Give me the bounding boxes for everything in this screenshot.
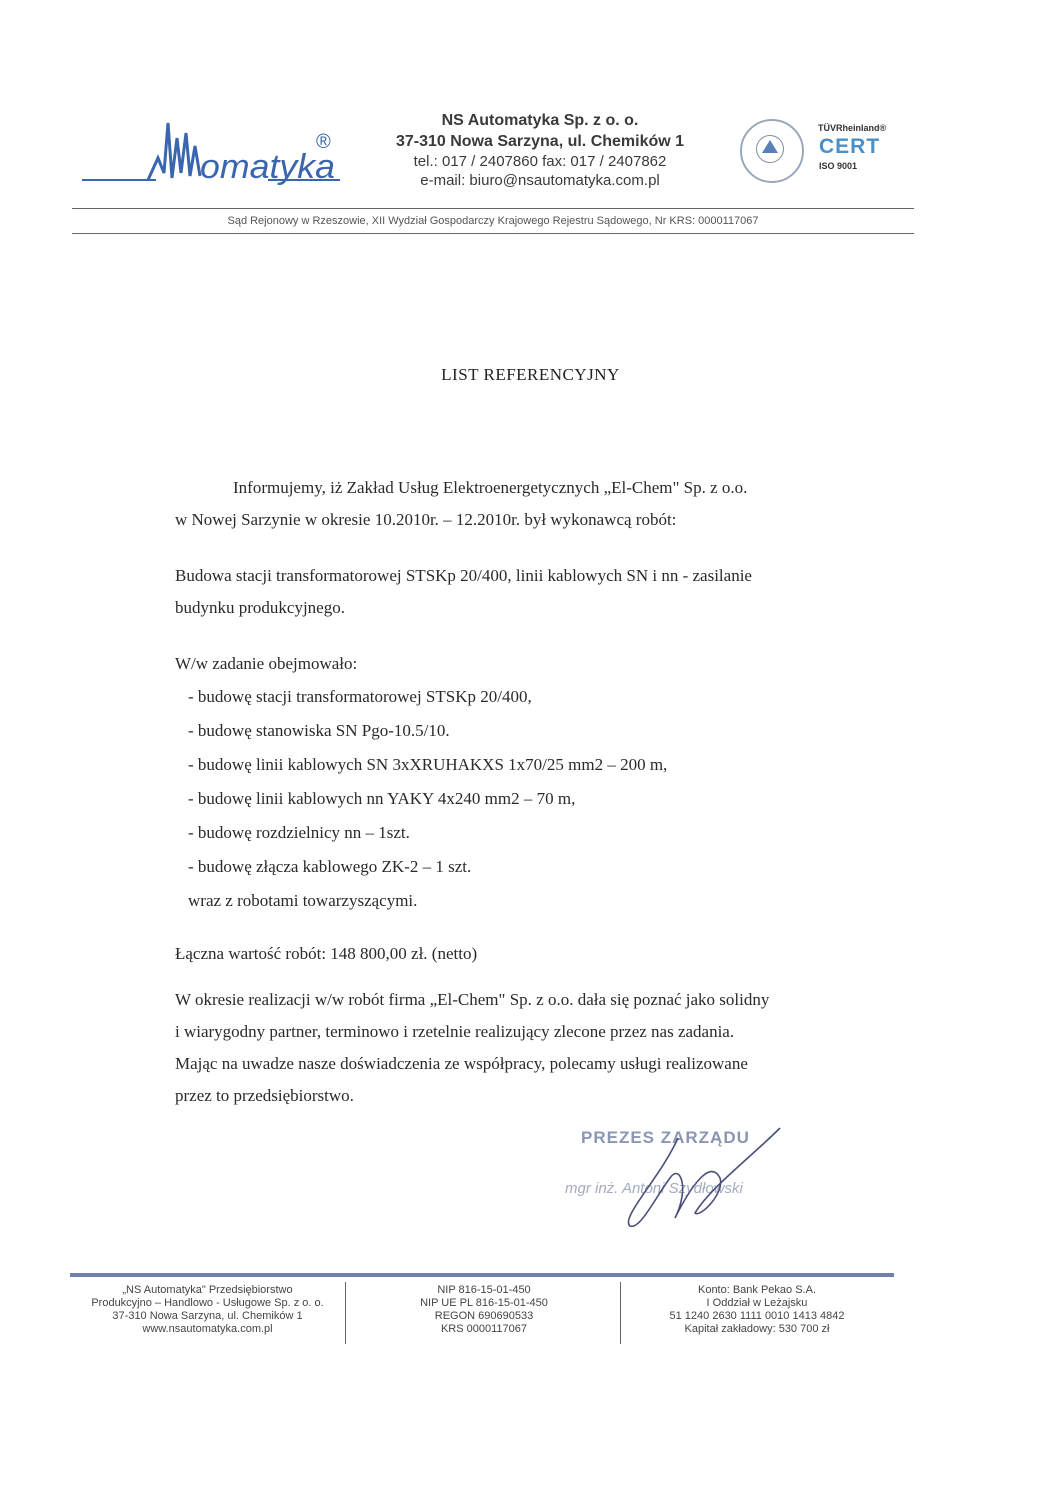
- company-logo: [78, 118, 348, 198]
- task-heading: W/w zadanie obejmowało:: [175, 654, 358, 673]
- footer-company-address: 37-310 Nowa Sarzyna, ul. Chemików 1: [112, 1310, 303, 1322]
- footer-website: www.nsautomatyka.com.pl: [142, 1323, 273, 1335]
- stamp-title: PREZES ZARZĄDU: [581, 1128, 750, 1147]
- scope-line-2: budynku produkcyjnego.: [175, 598, 345, 617]
- recommendation-line-2: i wiarygodny partner, terminowo i rzetelnie realizujący zlecone przez nas zadania.: [175, 1022, 735, 1041]
- list-item: - budowę stanowiska SN Pgo-10.5/10.: [188, 721, 450, 740]
- header-divider-bottom: [72, 233, 914, 234]
- list-item: - budowę złącza kablowego ZK-2 – 1 szt.: [188, 857, 472, 876]
- recommendation-line-1: W okresie realizacji w/w robót firma „El-Chem" Sp. z o.o. dała się poznać jako solidny: [175, 990, 770, 1009]
- list-item: wraz z robotami towarzyszącymi.: [188, 891, 418, 910]
- intro-paragraph: [175, 472, 875, 536]
- svg-text:omatyka: omatyka: [200, 148, 335, 186]
- tuv-triangle-icon: [762, 140, 778, 153]
- cert-label: CERT: [819, 135, 881, 158]
- footer-account-number: 51 1240 2630 1111 0010 1413 4842: [669, 1310, 845, 1322]
- company-phone-fax: tel.: 017 / 2407860 fax: 017 / 2407862: [413, 153, 667, 170]
- footer-bank-name: Konto: Bank Pekao S.A.: [697, 1284, 817, 1296]
- handwritten-signature: [600, 1118, 800, 1238]
- list-item: - budowę stacji transformatorowej STSKp 20/400,: [188, 687, 532, 706]
- footer-company-name: „NS Automatyka" Przedsiębiorstwo: [122, 1284, 293, 1296]
- recommendation-paragraph: [175, 984, 875, 1112]
- footer-nip: NIP 816-15-01-450: [437, 1284, 531, 1296]
- cert-standard: ISO 9001: [819, 161, 858, 171]
- recommendation-line-3: Mając na uwadze nasze doświadczenia ze współpracy, polecamy usługi realizowane: [175, 1054, 748, 1073]
- footer-bank-branch: I Oddział w Leżajsku: [706, 1297, 808, 1309]
- footer-regon: REGON 690690533: [434, 1310, 534, 1322]
- automatyka-logo-icon: [78, 118, 348, 198]
- footer-divider: [70, 1273, 894, 1277]
- intro-line-1: Informujemy, iż Zakład Usług Elektroenergetycznych „El-Chem" Sp. z o.o.: [233, 478, 748, 497]
- list-item: - budowę rozdzielnicy nn – 1szt.: [188, 823, 410, 842]
- scope-paragraph: [175, 560, 875, 624]
- footer-company-type: Produkcyjno – Handlowo - Usługowe Sp. z o. o.: [91, 1297, 324, 1309]
- footer-separator: [345, 1282, 346, 1344]
- footer-share-capital: Kapitał zakładowy: 530 700 zł: [684, 1323, 830, 1335]
- stamp-name: mgr inż. Antoni Szydłowski: [565, 1180, 743, 1197]
- intro-line-2: w Nowej Sarzynie w okresie 10.2010r. – 12.2010r. był wykonawcą robót:: [175, 510, 677, 529]
- footer-registration: [348, 1284, 620, 1336]
- header-divider-top: [72, 208, 914, 209]
- task-list: [188, 680, 888, 918]
- court-registration: Sąd Rejonowy w Rzeszowie, XII Wydział Gospodarczy Krajowego Rejestru Sądowego, Nr KRS: 0000117067: [227, 215, 759, 227]
- footer-separator: [620, 1282, 621, 1344]
- list-item: - budowę linii kablowych nn YAKY 4x240 mm2 – 70 m,: [188, 789, 576, 808]
- cert-brand: TÜVRheinland®: [818, 123, 887, 133]
- total-value: Łączna wartość robót: 148 800,00 zł. (netto): [175, 944, 478, 963]
- recommendation-line-4: przez to przedsiębiorstwo.: [175, 1086, 354, 1105]
- signature-icon: [600, 1118, 800, 1238]
- footer-nip-ue: NIP UE PL 816-15-01-450: [420, 1297, 548, 1309]
- svg-text:®: ®: [316, 131, 331, 153]
- footer-bank: [623, 1284, 891, 1336]
- footer-company: [70, 1284, 345, 1336]
- company-email: e-mail: biuro@nsautomatyka.com.pl: [420, 172, 660, 189]
- scope-line-1: Budowa stacji transformatorowej STSKp 20/400, linii kablowych SN i nn - zasilanie: [175, 566, 752, 585]
- company-info: [360, 110, 720, 190]
- company-name: NS Automatyka Sp. z o. o.: [441, 112, 639, 129]
- iso-certificate-badge: [740, 115, 900, 190]
- company-address: 37-310 Nowa Sarzyna, ul. Chemików 1: [395, 133, 685, 150]
- footer-krs: KRS 0000117067: [440, 1323, 528, 1335]
- list-item: - budowę linii kablowych SN 3xXRUHAKXS 1x70/25 mm2 – 200 m,: [188, 755, 668, 774]
- document-title: LIST REFERENCYJNY: [441, 365, 620, 384]
